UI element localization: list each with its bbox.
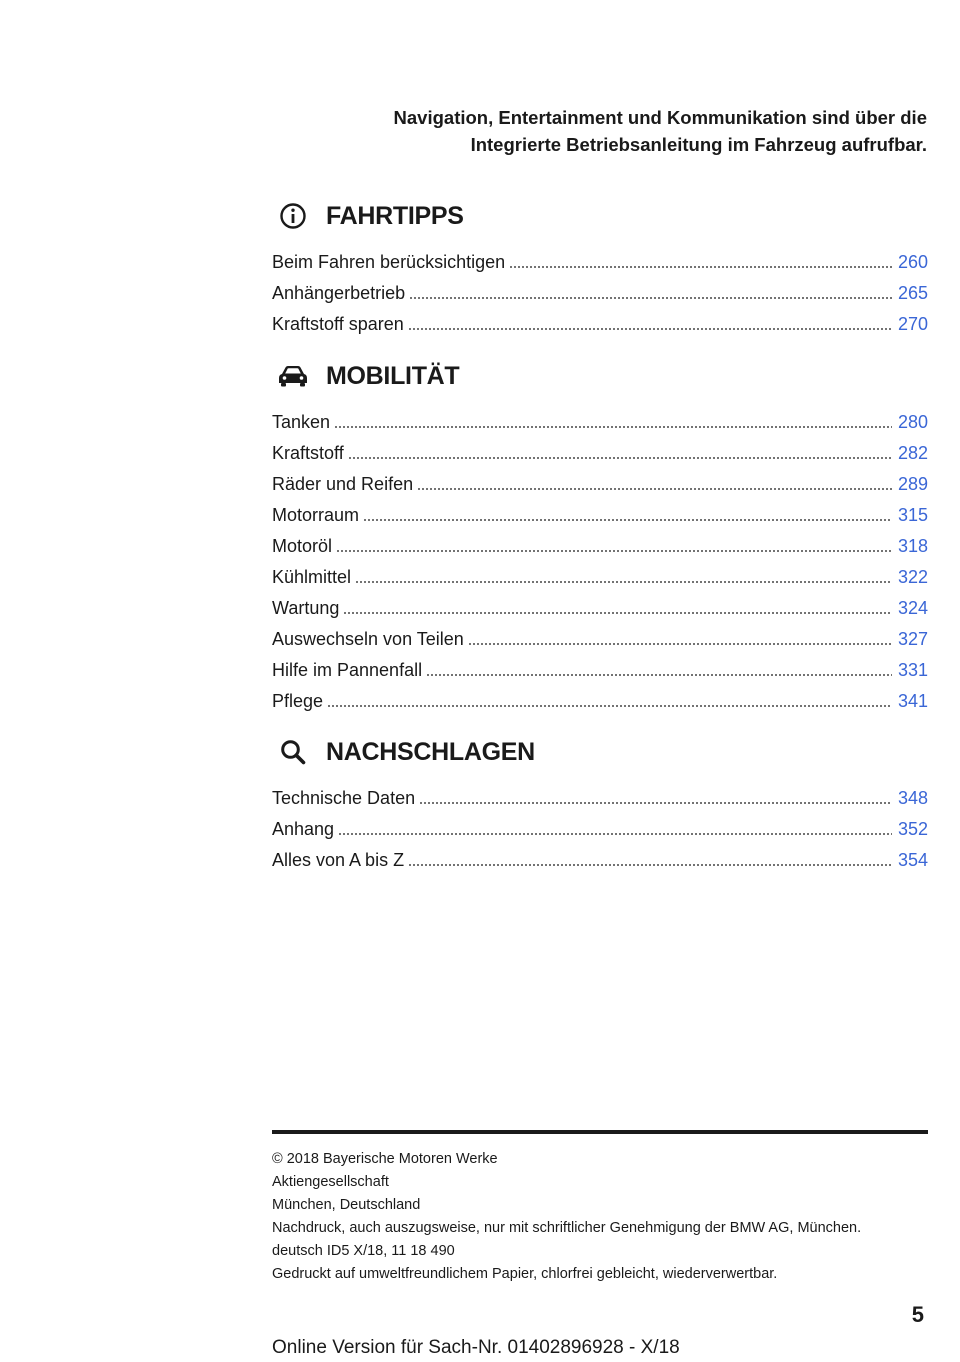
toc-entry[interactable] [272,681,928,712]
toc-entry[interactable] [272,273,928,304]
imprint-divider [272,1130,928,1134]
toc-entry-label: Auswechseln von Teilen [272,629,464,649]
toc-entry-label: Motoröl [272,536,333,556]
toc-entry-label: Technische Daten [272,788,416,808]
toc-page-link[interactable]: 341 [897,691,928,711]
toc-leader [419,802,892,804]
section-title [272,732,928,772]
toc-entry[interactable] [272,242,928,273]
toc-entry[interactable] [272,495,928,526]
toc-entry-label: Anhang [272,819,335,839]
footer-watermark: Online Version für Sach-Nr. 01402896928 - X/18 [272,1337,680,1358]
toc-entry[interactable] [272,809,928,840]
toc-leader [343,612,892,614]
toc-entry-label: Beim Fahren berücksichtigen [272,252,506,272]
toc-leader [509,266,892,268]
toc-leader [417,488,892,490]
toc-leader [355,581,892,583]
toc-entry[interactable] [272,526,928,557]
toc-page-link[interactable]: 260 [897,252,928,272]
imprint-line: München, Deutschland [272,1197,421,1213]
header-line-1: Navigation, Entertainment und Kommunikation sind über die [393,107,927,128]
section-fahrtipps [272,196,928,335]
toc-page-link[interactable]: 282 [897,443,928,463]
toc-entry-label: Kraftstoff sparen [272,314,404,334]
toc-page-link[interactable]: 318 [897,536,928,556]
toc-entry[interactable] [272,588,928,619]
section-title [272,356,928,396]
toc-page-link[interactable]: 315 [897,505,928,525]
toc-page-link[interactable]: 327 [897,629,928,649]
toc-page-link[interactable]: 324 [897,598,928,618]
car-icon [276,361,310,391]
toc-leader [336,550,892,552]
toc-leader [409,297,892,299]
imprint-line: Nachdruck, auch auszugsweise, nur mit schriftlicher Genehmigung der BMW AG, München. [272,1220,862,1236]
toc-leader [468,643,892,645]
section-title-text: FAHRTIPPS [326,201,464,230]
toc-entry-label: Wartung [272,598,340,618]
toc-entry[interactable] [272,778,928,809]
section-nachschlagen [272,732,928,871]
toc-entry-label: Tanken [272,412,331,432]
imprint-line: deutsch ID5 X/18, 11 18 490 [272,1243,455,1259]
page-number: 5 [911,1302,924,1327]
toc-leader [348,457,892,459]
toc-entry[interactable] [272,304,928,335]
toc-entry[interactable] [272,840,928,871]
header-note [287,104,927,158]
section-title-text: MOBILITÄT [326,361,460,390]
imprint-line: © 2018 Bayerische Motoren Werke [272,1151,498,1167]
toc-page-link[interactable]: 354 [897,850,928,870]
toc-leader [426,674,892,676]
toc-entry[interactable] [272,619,928,650]
imprint-line: Aktiengesellschaft [272,1174,389,1190]
toc-page-link[interactable]: 289 [897,474,928,494]
toc-page-link[interactable]: 331 [897,660,928,680]
toc-leader [338,833,892,835]
header-line-2: Integrierte Betriebsanleitung im Fahrzeug aufrufbar. [470,134,927,155]
section-title-text: NACHSCHLAGEN [326,737,535,766]
toc-leader [408,864,892,866]
imprint [272,1148,928,1286]
toc-entry-label: Kraftstoff [272,443,344,463]
toc-entry[interactable] [272,464,928,495]
toc-entry[interactable] [272,650,928,681]
section-mobilitaet [272,356,928,712]
toc-entry-label: Anhängerbetrieb [272,283,406,303]
toc-leader [327,705,892,707]
toc-entry[interactable] [272,402,928,433]
toc-entry-label: Pflege [272,691,324,711]
search-icon [276,737,310,767]
toc-page-link[interactable]: 322 [897,567,928,587]
toc-entry-label: Alles von A bis Z [272,850,405,870]
toc-entry-label: Motorraum [272,505,360,525]
toc-page-link[interactable]: 270 [897,314,928,334]
info-icon [276,201,310,231]
toc-entry[interactable] [272,557,928,588]
toc-page-link[interactable]: 348 [897,788,928,808]
toc-page-link[interactable]: 352 [897,819,928,839]
toc-entry[interactable] [272,433,928,464]
toc-entry-label: Räder und Reifen [272,474,414,494]
toc-leader [363,519,892,521]
toc-page-link[interactable]: 265 [897,283,928,303]
imprint-line: Gedruckt auf umweltfreundlichem Papier, chlorfrei gebleicht, wiederverwertbar. [272,1266,778,1282]
toc-page-link[interactable]: 280 [897,412,928,432]
section-title [272,196,928,236]
toc-leader [408,328,892,330]
toc-entry-label: Kühlmittel [272,567,352,587]
toc-entry-label: Hilfe im Pannenfall [272,660,423,680]
toc-leader [334,426,892,428]
